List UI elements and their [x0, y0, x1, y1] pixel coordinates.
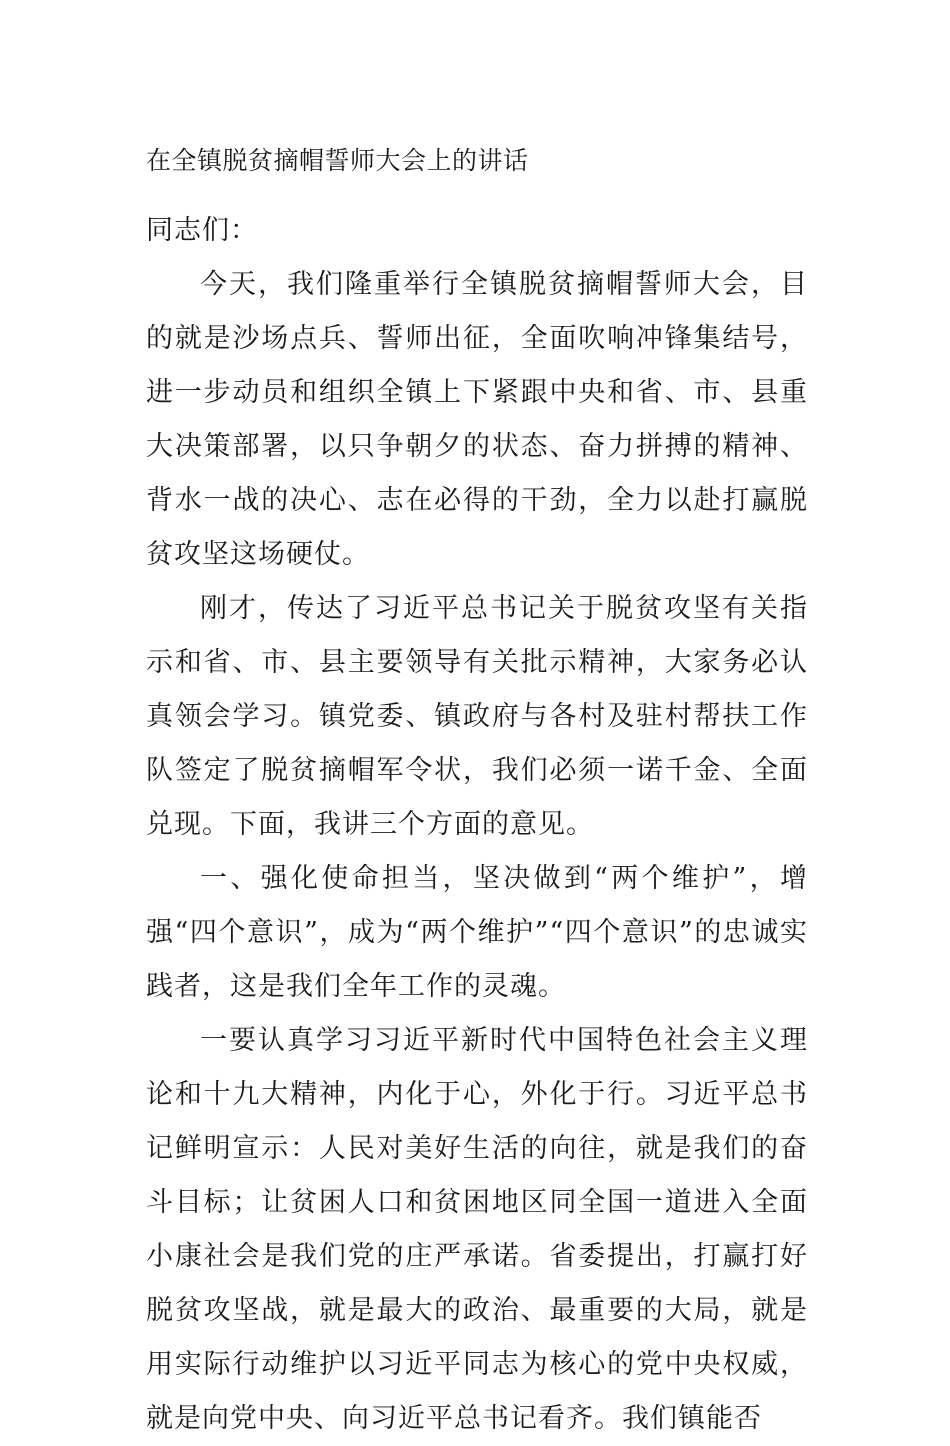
greeting: 同志们： — [146, 215, 258, 246]
document-body — [146, 140, 808, 1446]
paragraph-study: 一要认真学习习近平新时代中国特色社会主义理论和十九大精神，内化于心，外化于行。习近平总书记鲜明宣示：人民对美好生活的向往，就是我们的奋斗目标；让贫困人口和贫困地区同全国一道进入全面小康社会是我们党的庄严承诺。省委提出，打赢打好脱贫攻坚战，就是最大的政治、最重要的大局，就是用实际行动维护以习近平同志为核心的党中央权威，就是向党中央、向习近平总书记看齐。我们镇能否 — [146, 1025, 808, 1434]
section-heading-one: 一、强化使命担当，坚决做到“两个维护”，增强“四个意识”，成为“两个维护”“四个意识”的忠诚实践者，这是我们全年工作的灵魂。 — [146, 863, 808, 1002]
paragraph-transition: 刚才，传达了习近平总书记关于脱贫攻坚有关指示和省、市、县主要领导有关批示精神，大家务必认真领会学习。镇党委、镇政府与各村及驻村帮扶工作队签定了脱贫摘帽军令状，我们必须一诺千金、全面兑现。下面，我讲三个方面的意见。 — [146, 593, 808, 840]
document-title: 在全镇脱贫摘帽誓师大会上的讲话 — [146, 146, 529, 175]
paragraph-opening: 今天，我们隆重举行全镇脱贫摘帽誓师大会，目的就是沙场点兵、誓师出征，全面吹响冲锋集结号，进一步动员和组织全镇上下紧跟中央和省、市、县重大决策部署，以只争朝夕的状态、奋力拼搏的精神、背水一战的决心、志在必得的干劲，全力以赴打赢脱贫攻坚这场硬仗。 — [146, 269, 808, 570]
